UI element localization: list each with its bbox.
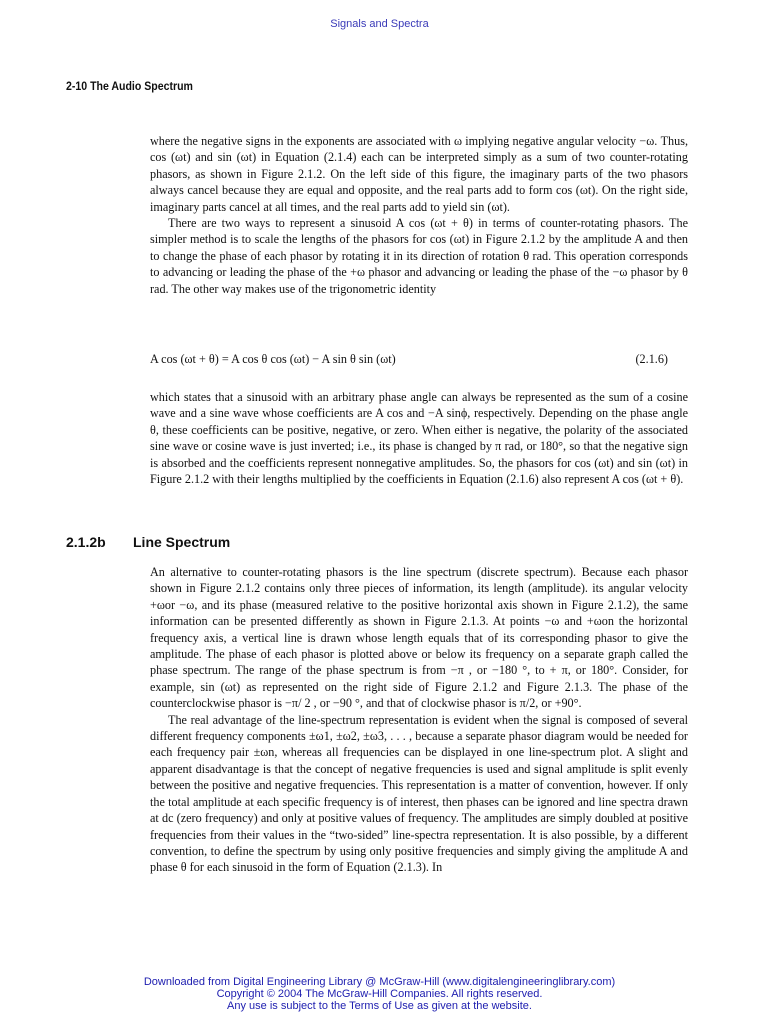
text-block-bottom xyxy=(150,564,688,876)
equation-number: (2.1.6) xyxy=(635,352,668,366)
footer-terms-link[interactable]: Any use is subject to the Terms of Use as given at the website. xyxy=(227,1000,532,1012)
paragraph-3: which states that a sinusoid with an arbitrary phase angle can always be represented as the sum of a cosine wave and a sine wave whose coefficients are A cos and −A sinϕ, respectively. Depending on the phase angle θ, these coefficients can be positive, negative, or zero. When either is negative, the polarity of the associated sine wave or cosine wave is just inverted; i.e., its phase is changed by π rad, or 180°, so that the negative sign is absorbed and the coefficients represent nonnegative amplitudes. So, the phasors for cos (ωt) and sin (ωt) in Figure 2.1.2 with their lengths multiplied by the coefficients in Equation (2.1.6) also represent A cos (ωt + θ). xyxy=(150,390,688,487)
paragraph-1: where the negative signs in the exponents are associated with ω implying negative angular velocity −ω. Thus, cos (ωt) and sin (ωt) in Equation (2.1.4) each can be interpreted simply as a sum of two counter-rotating phasors, as shown in Figure 2.1.2. On the left side of this figure, the imaginary parts of the two phasors always cancel because they are equal and opposite, and the real parts add to form cos (ωt). On the right side, imaginary parts cancel at all times, and the real parts add to yield sin (ωt). xyxy=(150,134,688,214)
running-header: Signals and Spectra xyxy=(330,18,429,30)
subsection-heading xyxy=(66,534,230,550)
paragraph-4: An alternative to counter-rotating phasors is the line spectrum (discrete spectrum). Because each phasor shown in Figure 2.1.2 contains only three pieces of information, its length (amplitude). its angular velocity +ωor −ω, and its phase (measured relative to the positive horizontal axis shown in Figure 2.1.2), the same information can be presented differently as shown in Figure 2.1.3. At points −ω and +ωon the horizontal frequency axis, a vertical line is drawn whose length equals that of its corresponding phasor to give the amplitude. The phase of each phasor is plotted above or below its frequency on a separate graph called the phase spectrum. The range of the phase spectrum is from −π , or −180 °, to + π, or 180°. Consider, for example, sin (ωt) as represented on the right side of Figure 2.1.2 and Figure 2.1.3. The phase of the counterclockwise phasor is −π/ 2 , or −90 °, and that of clockwise phasor is π/2, or +90°. xyxy=(150,565,688,711)
footer-download-link[interactable]: Downloaded from Digital Engineering Library @ McGraw-Hill (www.digitalengineeringlibrary.com) xyxy=(143,976,616,988)
text-block-middle xyxy=(150,389,688,487)
section-title: 2-10 The Audio Spectrum xyxy=(66,79,193,93)
subsection-title: Line Spectrum xyxy=(133,534,231,550)
footer xyxy=(0,976,759,1012)
subsection-number: 2.1.2b xyxy=(66,534,106,550)
footer-copyright: Copyright © 2004 The McGraw-Hill Companies. All rights reserved. xyxy=(216,988,543,1000)
equation-text: A cos (ωt + θ) = A cos θ cos (ωt) − A sin θ sin (ωt) xyxy=(150,352,396,366)
equation-2-1-6 xyxy=(150,352,668,367)
paragraph-5: The real advantage of the line-spectrum representation is evident when the signal is composed of several different frequency components ±ω1, ±ω2, ±ω3, . . . , because a separate phasor diagram would be needed for each frequency pair ±ωn, whereas all frequencies can be displayed in one line-spectrum plot. A slight and apparent disadvantage is that the concept of negative frequencies is used and signal amplitude is split evenly between the positive and negative frequencies. This representation is a matter of convention, however. If only the total amplitude at each specific frequency is of interest, then phases can be ignored and line spectra drawn at dc (zero frequency) and only at positive values of frequency. The amplitudes are simply doubled at positive frequencies from their values in the “two-sided” line-spectra representation. It is also possible, by a different convention, to define the spectrum by using only positive frequencies and simply giving the amplitude A and phase θ for each sinusoid in the form of Equation (2.1.3). In xyxy=(150,712,688,875)
paragraph-2: There are two ways to represent a sinusoid A cos (ωt + θ) in terms of counter-rotating phasors. The simpler method is to scale the lengths of the phasors for cos (ωt) in Figure 2.1.2 by the amplitude A and then to change the phase of each phasor by rotating it in its direction of rotation θ rad. This operation corresponds to advancing or leading the phase of the +ω phasor and advancing or leading the phase of the −ω phasor by θ rad. The other way makes use of the trigonometric identity xyxy=(150,216,688,296)
text-block-top xyxy=(150,133,688,297)
